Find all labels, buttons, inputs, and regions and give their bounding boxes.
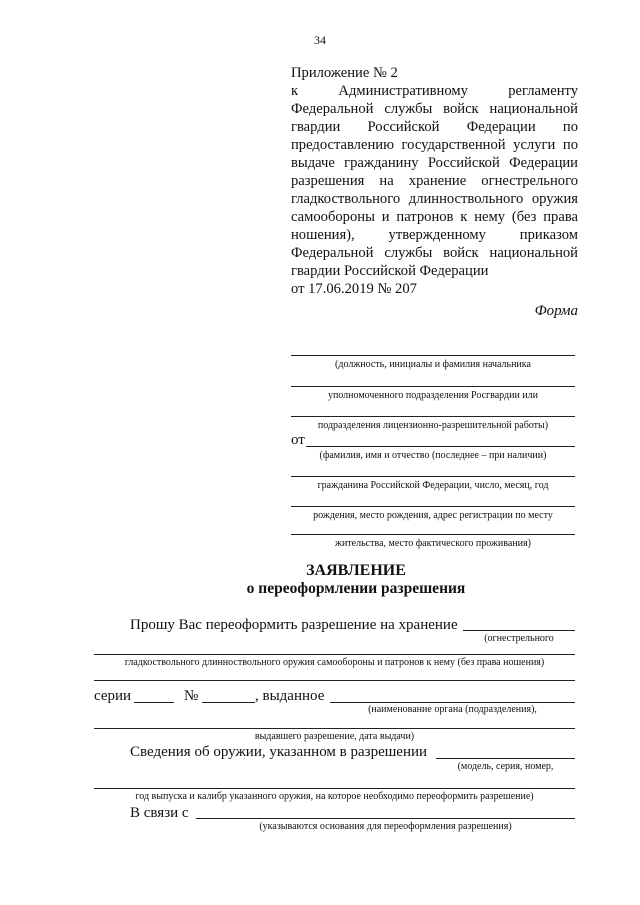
appendix-line: выдаче гражданину Российской Федерации — [291, 155, 578, 171]
page-number: 34 — [314, 33, 326, 47]
addressee-line-1[interactable] — [291, 355, 575, 356]
addressee-caption: (должность, инициалы и фамилия начальника — [335, 359, 531, 370]
addressee-caption: подразделения лицензионно-разрешительной работы) — [317, 420, 549, 431]
field-caption: гладкоствольного длинноствольного оружия самообороны и патронов к нему (без права ношения) — [124, 657, 545, 668]
weapon-info-field[interactable] — [436, 758, 575, 759]
document-subtitle: о переоформлении разрешения — [246, 580, 466, 597]
appendix-line: гладкоствольного длинноствольного оружия — [291, 191, 578, 207]
weapon-type-field[interactable] — [463, 630, 575, 631]
issuer-field-cont[interactable] — [94, 728, 575, 729]
weapon-type-field-cont[interactable] — [94, 654, 575, 655]
applicant-caption: жительства, место фактического проживания) — [335, 538, 531, 549]
weapon-info-field-cont[interactable] — [94, 788, 575, 789]
field-caption: выдавшего разрешение, дата выдачи) — [254, 731, 415, 742]
appendix-line: Федеральной службы войск национальной — [291, 245, 578, 261]
from-label: от — [291, 432, 305, 448]
applicant-line-2[interactable] — [291, 476, 575, 477]
weapon-info-text: Сведения об оружии, указанном в разрешении — [130, 744, 428, 760]
reason-label: В связи с — [130, 805, 189, 821]
number-field[interactable] — [202, 702, 255, 703]
issued-label: , выданное — [255, 688, 325, 704]
reason-field[interactable] — [196, 818, 575, 819]
field-caption: (указываются основания для переоформления разрешения) — [259, 821, 512, 832]
addressee-line-3[interactable] — [291, 416, 575, 417]
request-text: Прошу Вас переоформить разрешение на хранение — [130, 617, 458, 633]
field-caption: (наименование органа (подразделения), — [368, 704, 537, 715]
addressee-caption: уполномоченного подразделения Росгвардии или — [327, 390, 539, 401]
applicant-caption: (фамилия, имя и отчество (последнее – при наличии) — [319, 450, 547, 461]
applicant-caption: гражданина Российской Федерации, число, месяц, год — [317, 480, 549, 491]
document-title: ЗАЯВЛЕНИЕ — [306, 562, 406, 579]
weapon-type-field-cont-2[interactable] — [94, 680, 575, 681]
applicant-line-4[interactable] — [291, 534, 575, 535]
form-label: Форма — [534, 303, 578, 319]
appendix-line: Федеральной службы войск национальной — [291, 101, 578, 117]
field-caption: (модель, серия, номер, — [457, 761, 554, 772]
appendix-line: Приложение № 2 — [291, 65, 398, 81]
field-caption: (огнестрельного — [484, 633, 554, 644]
field-caption: год выпуска и калибр указанного оружия, на которое необходимо переоформить разрешение) — [135, 791, 534, 802]
series-label: серии — [94, 688, 132, 704]
issuer-field[interactable] — [330, 702, 575, 703]
appendix-line: гвардии Российской Федерации — [291, 263, 489, 279]
appendix-line: разрешения на хранение огнестрельного — [291, 173, 578, 189]
addressee-line-2[interactable] — [291, 386, 575, 387]
appendix-line: ношения), утвержденному приказом — [291, 227, 578, 243]
applicant-line-3[interactable] — [291, 506, 575, 507]
appendix-line: к Административному регламенту — [291, 83, 578, 99]
applicant-caption: рождения, место рождения, адрес регистрации по месту — [313, 510, 553, 521]
appendix-line: от 17.06.2019 № 207 — [291, 281, 417, 297]
appendix-line: гвардии Российской Федерации по — [291, 119, 578, 135]
appendix-line: самообороны и патронов к нему (без права — [291, 209, 578, 225]
appendix-line: предоставлению государственной услуги по — [291, 137, 578, 153]
series-field[interactable] — [134, 702, 174, 703]
number-label: № — [184, 688, 199, 704]
applicant-line-1[interactable] — [306, 446, 575, 447]
